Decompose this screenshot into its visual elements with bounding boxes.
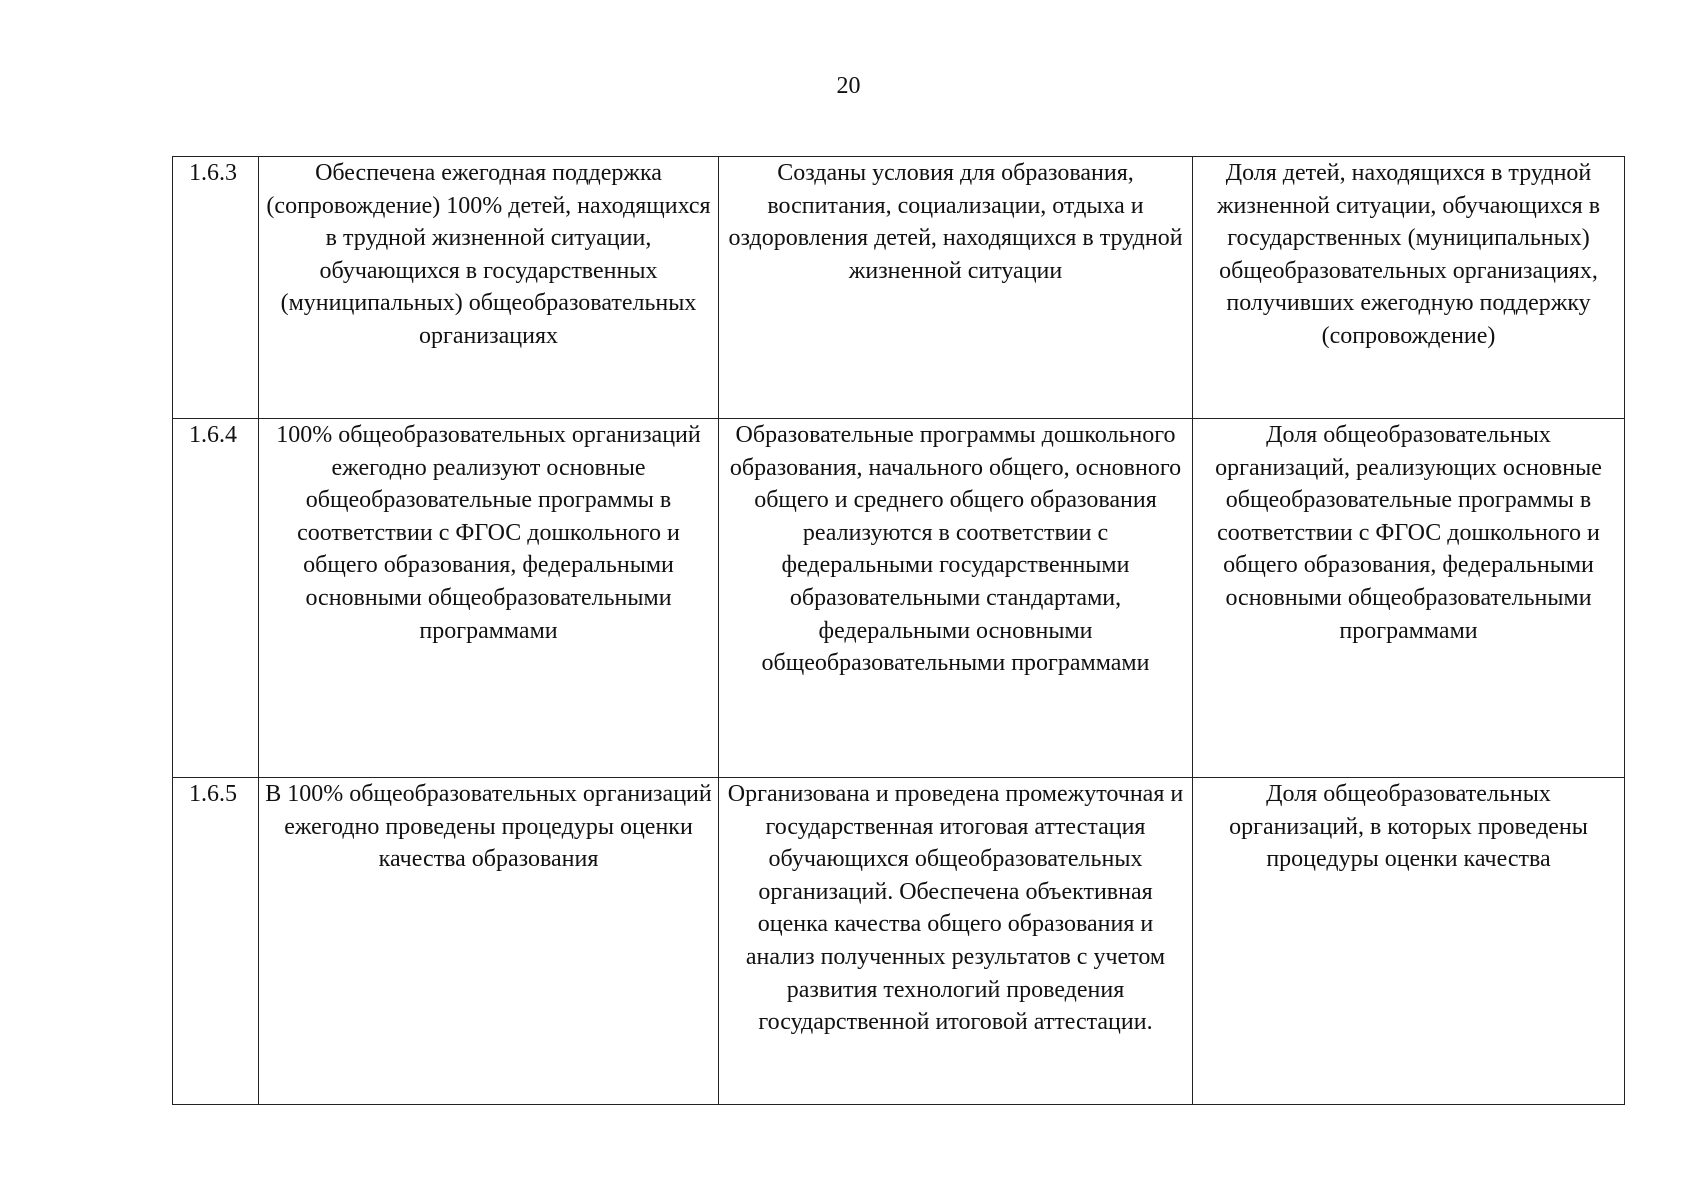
- effect-cell: Созданы условия для образования, воспитания, социализации, отдыха и оздоровления детей, находящихся в трудной жизненной ситуации: [719, 157, 1193, 419]
- effect-cell: Образовательные программы дошкольного образования, начального общего, основного общего и среднего общего образования реализуются в соответствии с федеральными государственными образовательными стандартами, федеральными основными общеобразовательными программами: [719, 419, 1193, 778]
- effect-cell: Организована и проведена промежуточная и государственная итоговая аттестация обучающихся общеобразовательных организаций. Обеспечена объективная оценка качества общего образования и анализ полученных результатов с учетом развития технологий проведения государственной итоговой аттестации.: [719, 778, 1193, 1105]
- page-number: 20: [836, 73, 861, 99]
- table-row: [173, 778, 1625, 1105]
- indicator-cell: Доля общеобразовательных организаций, реализующих основные общеобразовательные программы в соответствии с ФГОС дошкольного и общего образования, федеральными основными общеобразовательными программами: [1193, 419, 1625, 778]
- table-row: [173, 157, 1625, 419]
- result-cell: Обеспечена ежегодная поддержка (сопровождение) 100% детей, находящихся в трудной жизненной ситуации, обучающихся в государственных (муниципальных) общеобразовательных организациях: [259, 157, 719, 419]
- table-row: [173, 419, 1625, 778]
- row-number-cell: 1.6.3: [173, 157, 259, 419]
- indicator-cell: Доля общеобразовательных организаций, в которых проведены процедуры оценки качества: [1193, 778, 1625, 1105]
- result-cell: 100% общеобразовательных организаций ежегодно реализуют основные общеобразовательные программы в соответствии с ФГОС дошкольного и общего образования, федеральными основными общеобразовательными программами: [259, 419, 719, 778]
- result-cell: В 100% общеобразовательных организаций ежегодно проведены процедуры оценки качества образования: [259, 778, 719, 1105]
- measures-table: [172, 156, 1625, 1105]
- indicator-cell: Доля детей, находящихся в трудной жизненной ситуации, обучающихся в государственных (муниципальных) общеобразовательных организациях, получивших ежегодную поддержку (сопровождение): [1193, 157, 1625, 419]
- row-number-cell: 1.6.4: [173, 419, 259, 778]
- row-number-cell: 1.6.5: [173, 778, 259, 1105]
